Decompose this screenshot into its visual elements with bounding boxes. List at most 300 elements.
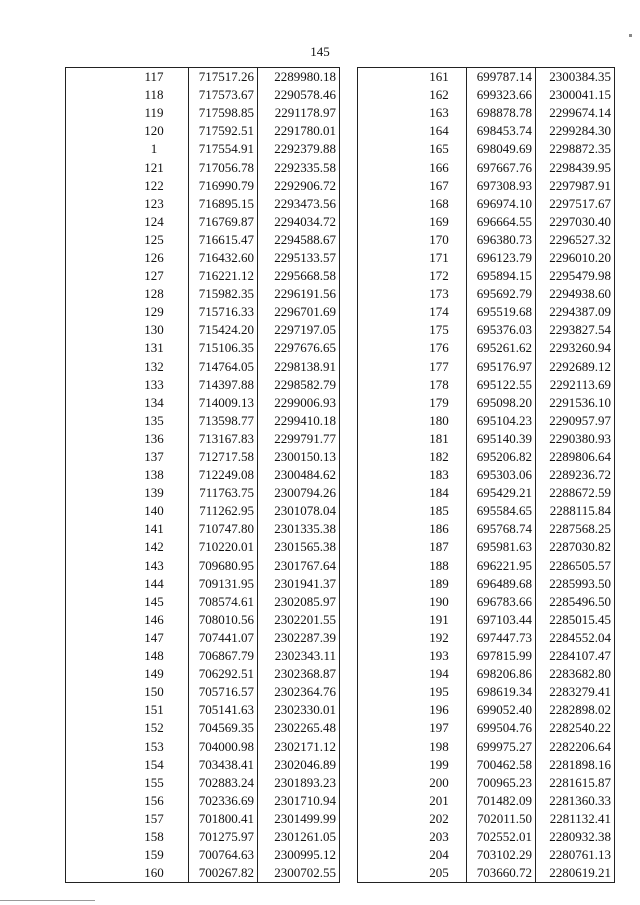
y-coordinate-cell: 2298439.95 [536, 158, 615, 176]
table-row [66, 249, 340, 267]
x-coordinate-cell: 701482.09 [467, 792, 536, 810]
table-row [358, 339, 615, 357]
table-row [358, 828, 615, 846]
point-number-cell: 140 [120, 502, 189, 520]
blank-cell [66, 339, 121, 357]
point-number-cell: 148 [120, 647, 189, 665]
x-coordinate-cell: 698878.78 [467, 104, 536, 122]
table-row [358, 86, 615, 104]
table-row [66, 538, 340, 556]
point-number-cell: 161 [412, 68, 467, 87]
y-coordinate-cell: 2299791.77 [258, 430, 340, 448]
blank-cell [358, 412, 413, 430]
point-number-cell: 193 [412, 647, 467, 665]
y-coordinate-cell: 2302343.11 [258, 647, 340, 665]
table-row [66, 520, 340, 538]
blank-cell [66, 538, 121, 556]
table-row [66, 774, 340, 792]
point-number-cell: 143 [120, 557, 189, 575]
point-number-cell: 119 [120, 104, 189, 122]
blank-cell [66, 249, 121, 267]
point-number-cell: 188 [412, 557, 467, 575]
blank-cell [358, 394, 413, 412]
point-number-cell: 153 [120, 737, 189, 755]
x-coordinate-cell: 700965.23 [467, 774, 536, 792]
table-row [358, 104, 615, 122]
y-coordinate-cell: 2288115.84 [536, 502, 615, 520]
x-coordinate-cell: 712717.58 [189, 448, 258, 466]
table-row [358, 737, 615, 755]
table-row [66, 647, 340, 665]
x-coordinate-cell: 695981.63 [467, 538, 536, 556]
table-row [358, 557, 615, 575]
point-number-cell: 203 [412, 828, 467, 846]
table-row [66, 177, 340, 195]
x-coordinate-cell: 709680.95 [189, 557, 258, 575]
blank-cell [358, 575, 413, 593]
table-row [358, 864, 615, 883]
blank-cell [358, 122, 413, 140]
blank-cell [66, 484, 121, 502]
y-coordinate-cell: 2300150.13 [258, 448, 340, 466]
y-coordinate-cell: 2292335.58 [258, 158, 340, 176]
y-coordinate-cell: 2298138.91 [258, 358, 340, 376]
y-coordinate-cell: 2296527.32 [536, 231, 615, 249]
table-row [358, 593, 615, 611]
blank-cell [358, 213, 413, 231]
blank-cell [66, 448, 121, 466]
table-row [358, 520, 615, 538]
blank-cell [66, 611, 121, 629]
x-coordinate-cell: 695140.39 [467, 430, 536, 448]
y-coordinate-cell: 2289980.18 [258, 68, 340, 87]
point-number-cell: 157 [120, 810, 189, 828]
x-coordinate-cell: 695519.68 [467, 303, 536, 321]
x-coordinate-cell: 698206.86 [467, 665, 536, 683]
x-coordinate-cell: 696974.10 [467, 195, 536, 213]
coordinates-table-left [65, 67, 340, 883]
table-row [358, 448, 615, 466]
table-row [358, 394, 615, 412]
blank-cell [358, 792, 413, 810]
point-number-cell: 134 [120, 394, 189, 412]
x-coordinate-cell: 714009.13 [189, 394, 258, 412]
table-row [66, 339, 340, 357]
x-coordinate-cell: 697447.73 [467, 629, 536, 647]
table-row [66, 846, 340, 864]
y-coordinate-cell: 2301499.99 [258, 810, 340, 828]
y-coordinate-cell: 2293473.56 [258, 195, 340, 213]
table-row [358, 285, 615, 303]
table-row [66, 267, 340, 285]
y-coordinate-cell: 2289806.64 [536, 448, 615, 466]
y-coordinate-cell: 2282898.02 [536, 701, 615, 719]
y-coordinate-cell: 2298872.35 [536, 140, 615, 158]
point-number-cell: 200 [412, 774, 467, 792]
y-coordinate-cell: 2296191.56 [258, 285, 340, 303]
blank-cell [358, 104, 413, 122]
blank-cell [66, 231, 121, 249]
blank-cell [358, 231, 413, 249]
point-number-cell: 204 [412, 846, 467, 864]
point-number-cell: 173 [412, 285, 467, 303]
table-row [66, 285, 340, 303]
point-number-cell: 121 [120, 158, 189, 176]
table-row [358, 267, 615, 285]
y-coordinate-cell: 2283279.41 [536, 683, 615, 701]
y-coordinate-cell: 2298582.79 [258, 376, 340, 394]
table-row [66, 412, 340, 430]
blank-cell [358, 502, 413, 520]
blank-cell [358, 249, 413, 267]
y-coordinate-cell: 2286505.57 [536, 557, 615, 575]
table-row [358, 122, 615, 140]
point-number-cell: 165 [412, 140, 467, 158]
point-number-cell: 135 [120, 412, 189, 430]
point-number-cell: 123 [120, 195, 189, 213]
x-coordinate-cell: 702552.01 [467, 828, 536, 846]
blank-cell [66, 104, 121, 122]
table-row [358, 846, 615, 864]
table-row [358, 502, 615, 520]
x-coordinate-cell: 695261.62 [467, 339, 536, 357]
table-row [66, 122, 340, 140]
y-coordinate-cell: 2297517.67 [536, 195, 615, 213]
blank-cell [358, 810, 413, 828]
table-row [358, 774, 615, 792]
blank-cell [66, 321, 121, 339]
point-number-cell: 120 [120, 122, 189, 140]
point-number-cell: 158 [120, 828, 189, 846]
x-coordinate-cell: 705141.63 [189, 701, 258, 719]
blank-cell [66, 68, 121, 87]
x-coordinate-cell: 699323.66 [467, 86, 536, 104]
x-coordinate-cell: 714764.05 [189, 358, 258, 376]
blank-cell [66, 810, 121, 828]
y-coordinate-cell: 2281132.41 [536, 810, 615, 828]
point-number-cell: 187 [412, 538, 467, 556]
y-coordinate-cell: 2302046.89 [258, 756, 340, 774]
y-coordinate-cell: 2292379.88 [258, 140, 340, 158]
blank-cell [66, 140, 121, 158]
y-coordinate-cell: 2301335.38 [258, 520, 340, 538]
table-row [358, 68, 615, 87]
x-coordinate-cell: 712249.08 [189, 466, 258, 484]
point-number-cell: 185 [412, 502, 467, 520]
blank-cell [358, 683, 413, 701]
x-coordinate-cell: 696123.79 [467, 249, 536, 267]
point-number-cell: 195 [412, 683, 467, 701]
coordinates-table-right-body [358, 68, 615, 883]
y-coordinate-cell: 2297676.65 [258, 339, 340, 357]
y-coordinate-cell: 2290578.46 [258, 86, 340, 104]
table-row [358, 575, 615, 593]
x-coordinate-cell: 696380.73 [467, 231, 536, 249]
point-number-cell: 136 [120, 430, 189, 448]
table-row [358, 158, 615, 176]
table-row [358, 683, 615, 701]
x-coordinate-cell: 695584.65 [467, 502, 536, 520]
table-row [358, 140, 615, 158]
blank-cell [358, 86, 413, 104]
y-coordinate-cell: 2284552.04 [536, 629, 615, 647]
point-number-cell: 155 [120, 774, 189, 792]
table-row [358, 430, 615, 448]
x-coordinate-cell: 695303.06 [467, 466, 536, 484]
y-coordinate-cell: 2292113.69 [536, 376, 615, 394]
blank-cell [66, 520, 121, 538]
point-number-cell: 131 [120, 339, 189, 357]
y-coordinate-cell: 2295668.58 [258, 267, 340, 285]
x-coordinate-cell: 695098.20 [467, 394, 536, 412]
blank-cell [358, 719, 413, 737]
y-coordinate-cell: 2293260.94 [536, 339, 615, 357]
point-number-cell: 118 [120, 86, 189, 104]
x-coordinate-cell: 702883.24 [189, 774, 258, 792]
x-coordinate-cell: 715424.20 [189, 321, 258, 339]
x-coordinate-cell: 696221.95 [467, 557, 536, 575]
point-number-cell: 156 [120, 792, 189, 810]
point-number-cell: 162 [412, 86, 467, 104]
point-number-cell: 178 [412, 376, 467, 394]
x-coordinate-cell: 704000.98 [189, 737, 258, 755]
coordinates-table-left-body [66, 68, 340, 883]
x-coordinate-cell: 706867.79 [189, 647, 258, 665]
x-coordinate-cell: 701275.97 [189, 828, 258, 846]
point-number-cell: 192 [412, 629, 467, 647]
point-number-cell: 139 [120, 484, 189, 502]
table-row [66, 828, 340, 846]
point-number-cell: 197 [412, 719, 467, 737]
blank-cell [358, 195, 413, 213]
x-coordinate-cell: 716990.79 [189, 177, 258, 195]
y-coordinate-cell: 2282206.64 [536, 737, 615, 755]
blank-cell [66, 846, 121, 864]
x-coordinate-cell: 698619.34 [467, 683, 536, 701]
x-coordinate-cell: 699504.76 [467, 719, 536, 737]
blank-cell [66, 629, 121, 647]
table-row [66, 629, 340, 647]
x-coordinate-cell: 695376.03 [467, 321, 536, 339]
x-coordinate-cell: 699975.27 [467, 737, 536, 755]
x-coordinate-cell: 695692.79 [467, 285, 536, 303]
blank-cell [358, 303, 413, 321]
point-number-cell: 198 [412, 737, 467, 755]
point-number-cell: 189 [412, 575, 467, 593]
blank-cell [66, 701, 121, 719]
y-coordinate-cell: 2297030.40 [536, 213, 615, 231]
table-row [66, 719, 340, 737]
blank-cell [358, 430, 413, 448]
table-row [66, 665, 340, 683]
x-coordinate-cell: 703102.29 [467, 846, 536, 864]
blank-cell [66, 737, 121, 755]
point-number-cell: 122 [120, 177, 189, 195]
x-coordinate-cell: 702011.50 [467, 810, 536, 828]
point-number-cell: 202 [412, 810, 467, 828]
blank-cell [358, 756, 413, 774]
blank-cell [358, 557, 413, 575]
x-coordinate-cell: 717517.26 [189, 68, 258, 87]
y-coordinate-cell: 2302368.87 [258, 665, 340, 683]
point-number-cell: 171 [412, 249, 467, 267]
y-coordinate-cell: 2282540.22 [536, 719, 615, 737]
x-coordinate-cell: 696664.55 [467, 213, 536, 231]
table-row [358, 177, 615, 195]
blank-cell [66, 158, 121, 176]
y-coordinate-cell: 2289236.72 [536, 466, 615, 484]
point-number-cell: 159 [120, 846, 189, 864]
blank-cell [358, 376, 413, 394]
y-coordinate-cell: 2302330.01 [258, 701, 340, 719]
table-row [66, 448, 340, 466]
x-coordinate-cell: 697815.99 [467, 647, 536, 665]
table-row [66, 104, 340, 122]
blank-cell [358, 484, 413, 502]
x-coordinate-cell: 710220.01 [189, 538, 258, 556]
table-row [358, 303, 615, 321]
y-coordinate-cell: 2290380.93 [536, 430, 615, 448]
y-coordinate-cell: 2283682.80 [536, 665, 615, 683]
x-coordinate-cell: 695176.97 [467, 358, 536, 376]
x-coordinate-cell: 716221.12 [189, 267, 258, 285]
point-number-cell: 129 [120, 303, 189, 321]
x-coordinate-cell: 697667.76 [467, 158, 536, 176]
x-coordinate-cell: 711763.75 [189, 484, 258, 502]
x-coordinate-cell: 695894.15 [467, 267, 536, 285]
x-coordinate-cell: 715982.35 [189, 285, 258, 303]
table-row [358, 719, 615, 737]
table-row [358, 466, 615, 484]
table-row [358, 358, 615, 376]
y-coordinate-cell: 2300995.12 [258, 846, 340, 864]
table-row [358, 792, 615, 810]
blank-cell [66, 430, 121, 448]
point-number-cell: 130 [120, 321, 189, 339]
blank-cell [66, 86, 121, 104]
point-number-cell: 128 [120, 285, 189, 303]
x-coordinate-cell: 697308.93 [467, 177, 536, 195]
blank-cell [358, 647, 413, 665]
point-number-cell: 183 [412, 466, 467, 484]
point-number-cell: 147 [120, 629, 189, 647]
x-coordinate-cell: 704569.35 [189, 719, 258, 737]
x-coordinate-cell: 695206.82 [467, 448, 536, 466]
x-coordinate-cell: 703660.72 [467, 864, 536, 883]
y-coordinate-cell: 2300702.55 [258, 864, 340, 883]
x-coordinate-cell: 697103.44 [467, 611, 536, 629]
x-coordinate-cell: 700764.63 [189, 846, 258, 864]
y-coordinate-cell: 2301261.05 [258, 828, 340, 846]
x-coordinate-cell: 695429.21 [467, 484, 536, 502]
x-coordinate-cell: 708010.56 [189, 611, 258, 629]
blank-cell [358, 339, 413, 357]
table-row [358, 647, 615, 665]
point-number-cell: 205 [412, 864, 467, 883]
point-number-cell: 169 [412, 213, 467, 231]
point-number-cell: 125 [120, 231, 189, 249]
x-coordinate-cell: 695122.55 [467, 376, 536, 394]
point-number-cell: 180 [412, 412, 467, 430]
blank-cell [358, 629, 413, 647]
blank-cell [66, 647, 121, 665]
y-coordinate-cell: 2292906.72 [258, 177, 340, 195]
x-coordinate-cell: 714397.88 [189, 376, 258, 394]
x-coordinate-cell: 699787.14 [467, 68, 536, 87]
point-number-cell: 196 [412, 701, 467, 719]
y-coordinate-cell: 2302287.39 [258, 629, 340, 647]
point-number-cell: 137 [120, 448, 189, 466]
blank-cell [66, 557, 121, 575]
table-row [66, 701, 340, 719]
blank-cell [66, 412, 121, 430]
blank-cell [66, 665, 121, 683]
y-coordinate-cell: 2280619.21 [536, 864, 615, 883]
blank-cell [66, 864, 121, 883]
table-row [66, 195, 340, 213]
y-coordinate-cell: 2294034.72 [258, 213, 340, 231]
x-coordinate-cell: 705716.57 [189, 683, 258, 701]
y-coordinate-cell: 2294387.09 [536, 303, 615, 321]
x-coordinate-cell: 711262.95 [189, 502, 258, 520]
blank-cell [358, 774, 413, 792]
table-row [358, 484, 615, 502]
y-coordinate-cell: 2280932.38 [536, 828, 615, 846]
x-coordinate-cell: 695768.74 [467, 520, 536, 538]
point-number-cell: 150 [120, 683, 189, 701]
y-coordinate-cell: 2290957.97 [536, 412, 615, 430]
point-number-cell: 168 [412, 195, 467, 213]
table-row [66, 593, 340, 611]
table-row [358, 231, 615, 249]
blank-cell [358, 68, 413, 87]
table-row [358, 701, 615, 719]
y-coordinate-cell: 2294938.60 [536, 285, 615, 303]
x-coordinate-cell: 702336.69 [189, 792, 258, 810]
blank-cell [66, 774, 121, 792]
point-number-cell: 160 [120, 864, 189, 883]
y-coordinate-cell: 2301941.37 [258, 575, 340, 593]
y-coordinate-cell: 2299284.30 [536, 122, 615, 140]
y-coordinate-cell: 2291780.01 [258, 122, 340, 140]
point-number-cell: 164 [412, 122, 467, 140]
y-coordinate-cell: 2301078.04 [258, 502, 340, 520]
y-coordinate-cell: 2302171.12 [258, 737, 340, 755]
blank-cell [358, 448, 413, 466]
x-coordinate-cell: 709131.95 [189, 575, 258, 593]
y-coordinate-cell: 2299006.93 [258, 394, 340, 412]
point-number-cell: 184 [412, 484, 467, 502]
table-row [66, 158, 340, 176]
blank-cell [66, 756, 121, 774]
y-coordinate-cell: 2297197.05 [258, 321, 340, 339]
x-coordinate-cell: 715106.35 [189, 339, 258, 357]
blank-cell [358, 737, 413, 755]
blank-cell [358, 593, 413, 611]
x-coordinate-cell: 717598.85 [189, 104, 258, 122]
point-number-cell: 146 [120, 611, 189, 629]
y-coordinate-cell: 2294588.67 [258, 231, 340, 249]
y-coordinate-cell: 2285015.45 [536, 611, 615, 629]
blank-cell [66, 502, 121, 520]
y-coordinate-cell: 2296701.69 [258, 303, 340, 321]
blank-cell [66, 122, 121, 140]
blank-cell [66, 719, 121, 737]
x-coordinate-cell: 713167.83 [189, 430, 258, 448]
blank-cell [66, 195, 121, 213]
point-number-cell: 154 [120, 756, 189, 774]
x-coordinate-cell: 710747.80 [189, 520, 258, 538]
